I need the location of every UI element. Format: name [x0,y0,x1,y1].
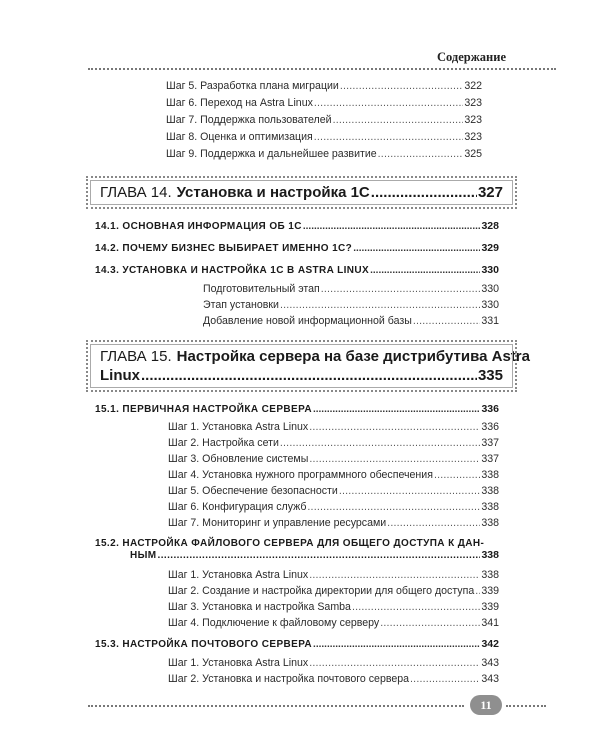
section-entry[interactable] [95,220,499,232]
section-page: 330 [481,264,499,276]
toc-entry-label: Шаг 7. Поддержка пользователей [166,114,332,126]
section-entry-multiline[interactable] [95,538,499,561]
toc-entry[interactable] [168,601,499,613]
toc-entry-label: Шаг 1. Установка Astra Linux [168,657,309,669]
toc-entry[interactable] [166,97,482,109]
toc-entry[interactable] [203,315,499,327]
toc-entry[interactable] [166,114,482,126]
section-label: 14.2. ПОЧЕМУ БИЗНЕС ВЫБИРАЕТ ИМЕННО 1С? [95,243,353,254]
section-label: 15.3. НАСТРОЙКА ПОЧТОВОГО СЕРВЕРА [95,639,313,650]
toc-entry-page: 343 [481,657,499,669]
toc-entry-page: 322 [464,80,482,92]
toc-entry-label: Шаг 4. Установка нужного программного обеспечения [168,469,433,481]
toc-entry-label: Шаг 7. Мониторинг и управление ресурсами [168,517,387,529]
section-entry[interactable] [95,403,499,415]
toc-entry-label: Шаг 1. Установка Astra Linux [168,421,309,433]
toc-entry-page: 339 [481,585,499,597]
toc-entry-page: 330 [481,299,499,311]
section-page: 338 [481,549,499,561]
toc-entry[interactable] [168,617,499,629]
toc-entry[interactable] [168,421,499,433]
toc-entry-page: 338 [481,517,499,529]
chapter-title: Установка и настройка 1С [176,184,370,201]
section-entry[interactable] [95,638,499,650]
toc-entry-label: Шаг 6. Переход на Astra Linux [166,97,313,109]
toc-entry-label: Шаг 2. Настройка сети [168,437,279,449]
toc-entry[interactable] [168,469,499,481]
toc-entry-label: Шаг 2. Создание и настройка директории для общего доступа [168,585,475,597]
toc-entry-page: 330 [481,283,499,295]
toc-entry[interactable] [166,148,482,160]
chapter-number: ГЛАВА 15. [100,348,172,365]
section-label: 14.1. ОСНОВНАЯ ИНФОРМАЦИЯ ОБ 1С [95,221,302,232]
toc-entry[interactable] [168,437,499,449]
section-page: 342 [481,638,499,650]
footer-dotted-rule [88,705,464,707]
header-dotted-rule [88,68,556,70]
page-number-badge: 11 [470,695,502,715]
chapter-15-line-1 [100,348,530,365]
toc-entry-label: Подготовительный этап [203,283,320,295]
toc-entry-page: 323 [464,114,482,126]
toc-entry[interactable] [203,283,499,295]
footer-dotted-rule-right [506,705,546,707]
toc-entry-label: Шаг 6. Конфигурация служб [168,501,307,513]
chapter-title: Настройка сервера на базе дистрибутива Astra [176,348,530,365]
toc-entry[interactable] [203,299,499,311]
section-label: 15.1. ПЕРВИЧНАЯ НАСТРОЙКА СЕРВЕРА [95,404,312,415]
toc-entry[interactable] [168,673,499,685]
toc-entry[interactable] [168,657,499,669]
toc-entry-label: Шаг 4. Подключение к файловому серверу [168,617,380,629]
toc-entry-page: 343 [481,673,499,685]
chapter-15-line-2 [100,367,503,384]
toc-entry[interactable] [168,585,499,597]
toc-entry-label: Шаг 5. Разработка плана миграции [166,80,339,92]
chapter-14-line [100,184,503,201]
toc-entry[interactable] [168,453,499,465]
toc-entry-page: 323 [464,97,482,109]
chapter-14-heading[interactable] [86,176,517,209]
toc-entry[interactable] [168,517,499,529]
section-page: 328 [481,220,499,232]
toc-entry[interactable] [168,569,499,581]
toc-entry[interactable] [168,501,499,513]
toc-entry-label: Добавление новой информационной базы [203,315,412,327]
section-label-line-1: 15.2. НАСТРОЙКА ФАЙЛОВОГО СЕРВЕРА ДЛЯ ОБЩЕГО ДОСТУПА К ДАН- [95,538,485,549]
toc-entry[interactable] [168,485,499,497]
toc-entry-page: 336 [481,421,499,433]
toc-entry-page: 338 [481,569,499,581]
toc-entry-label: Шаг 8. Оценка и оптимизация [166,131,313,143]
toc-entry-label: Шаг 9. Поддержка и дальнейшее развитие [166,148,377,160]
toc-entry-label: Этап установки [203,299,279,311]
toc-entry-page: 338 [481,469,499,481]
section-entry[interactable] [95,242,499,254]
toc-entry-label: Шаг 5. Обеспечение безопасности [168,485,338,497]
toc-entry-page: 325 [464,148,482,160]
chapter-15-heading[interactable] [86,340,530,392]
section-entry[interactable] [95,264,499,276]
toc-entry-label: Шаг 3. Установка и настройка Samba [168,601,351,613]
toc-entry[interactable] [166,80,482,92]
toc-entry-page: 323 [464,131,482,143]
toc-entry-page: 337 [481,437,499,449]
section-page: 336 [481,403,499,415]
section-page: 329 [481,242,499,254]
toc-entry-label: Шаг 3. Обновление системы [168,453,309,465]
toc-entry-page: 341 [481,617,499,629]
toc-entry-page: 339 [481,601,499,613]
chapter-page: 327 [477,184,503,201]
running-header-title: Содержание [436,50,506,64]
toc-entry-page: 337 [481,453,499,465]
toc-entry-page: 338 [481,501,499,513]
section-label-line-2: НЫМ [130,550,157,561]
toc-entry-label: Шаг 1. Установка Astra Linux [168,569,309,581]
toc-entry-page: 338 [481,485,499,497]
toc-entry[interactable] [166,131,482,143]
section-label-line-2-row [95,549,499,561]
chapter-title-continued: Linux [100,367,140,384]
chapter-page: 335 [477,367,503,384]
toc-entry-page: 331 [481,315,499,327]
chapter-number: ГЛАВА 14. [100,184,172,201]
section-label: 14.3. УСТАНОВКА И НАСТРОЙКА 1С В ASTRA LINUX [95,265,370,276]
toc-entry-label: Шаг 2. Установка и настройка почтового сервера [168,673,410,685]
